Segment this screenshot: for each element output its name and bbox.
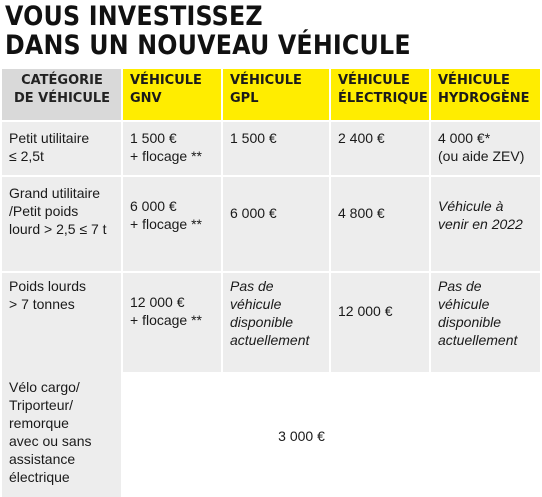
cell-gnv: 12 000 € + flocage ** (122, 272, 222, 371)
header-category: CATÉGORIE DE VÉHICULE (2, 69, 122, 121)
cell-gpl: 6 000 € (222, 176, 330, 272)
header-electrique: VÉHICULE ÉLECTRIQUE (330, 69, 430, 121)
cell-electrique: 12 000 € (330, 272, 430, 371)
cell-category: Grand utilitaire /Petit poids lourd > 2,5 ≤ 7 t (2, 176, 122, 272)
cell-gnv: 1 500 € + flocage ** (122, 121, 222, 176)
cell-category: Poids lourds > 7 tonnes (2, 272, 122, 371)
cell-gnv: 6 000 € + flocage ** (122, 176, 222, 272)
cell-hydrogene: 4 000 €* (ou aide ZEV) (430, 121, 540, 176)
header-gpl: VÉHICULE GPL (222, 69, 330, 121)
cell-category: Petit utilitaire ≤ 2,5t (2, 121, 122, 176)
cell-gpl: 1 500 € (222, 121, 330, 176)
cell-electrique: 4 800 € (330, 176, 430, 272)
title-line-2: DANS UN NOUVEAU VÉHICULE (5, 30, 411, 61)
page-title (5, 2, 411, 60)
cell-hydrogene: Véhicule à venir en 2022 (430, 176, 540, 272)
table-header-row (2, 69, 540, 121)
title-line-1: VOUS INVESTISSEZ (5, 1, 263, 32)
cell-category: Vélo cargo/ Triporteur/ remorque avec ou sans assistance électrique (2, 371, 122, 497)
subsidy-table (2, 69, 540, 497)
cell-all-vehicles: 3 000 € (122, 371, 540, 497)
cell-gpl: Pas de véhicule disponible actuellement (222, 272, 330, 371)
header-gnv: VÉHICULE GNV (122, 69, 222, 121)
cell-electrique: 2 400 € (330, 121, 430, 176)
table-row (2, 176, 540, 272)
table-row (2, 371, 540, 497)
table-row (2, 121, 540, 176)
header-hydrogene: VÉHICULE HYDROGÈNE (430, 69, 540, 121)
table-row (2, 272, 540, 371)
cell-hydrogene: Pas de véhicule disponible actuellement (430, 272, 540, 371)
